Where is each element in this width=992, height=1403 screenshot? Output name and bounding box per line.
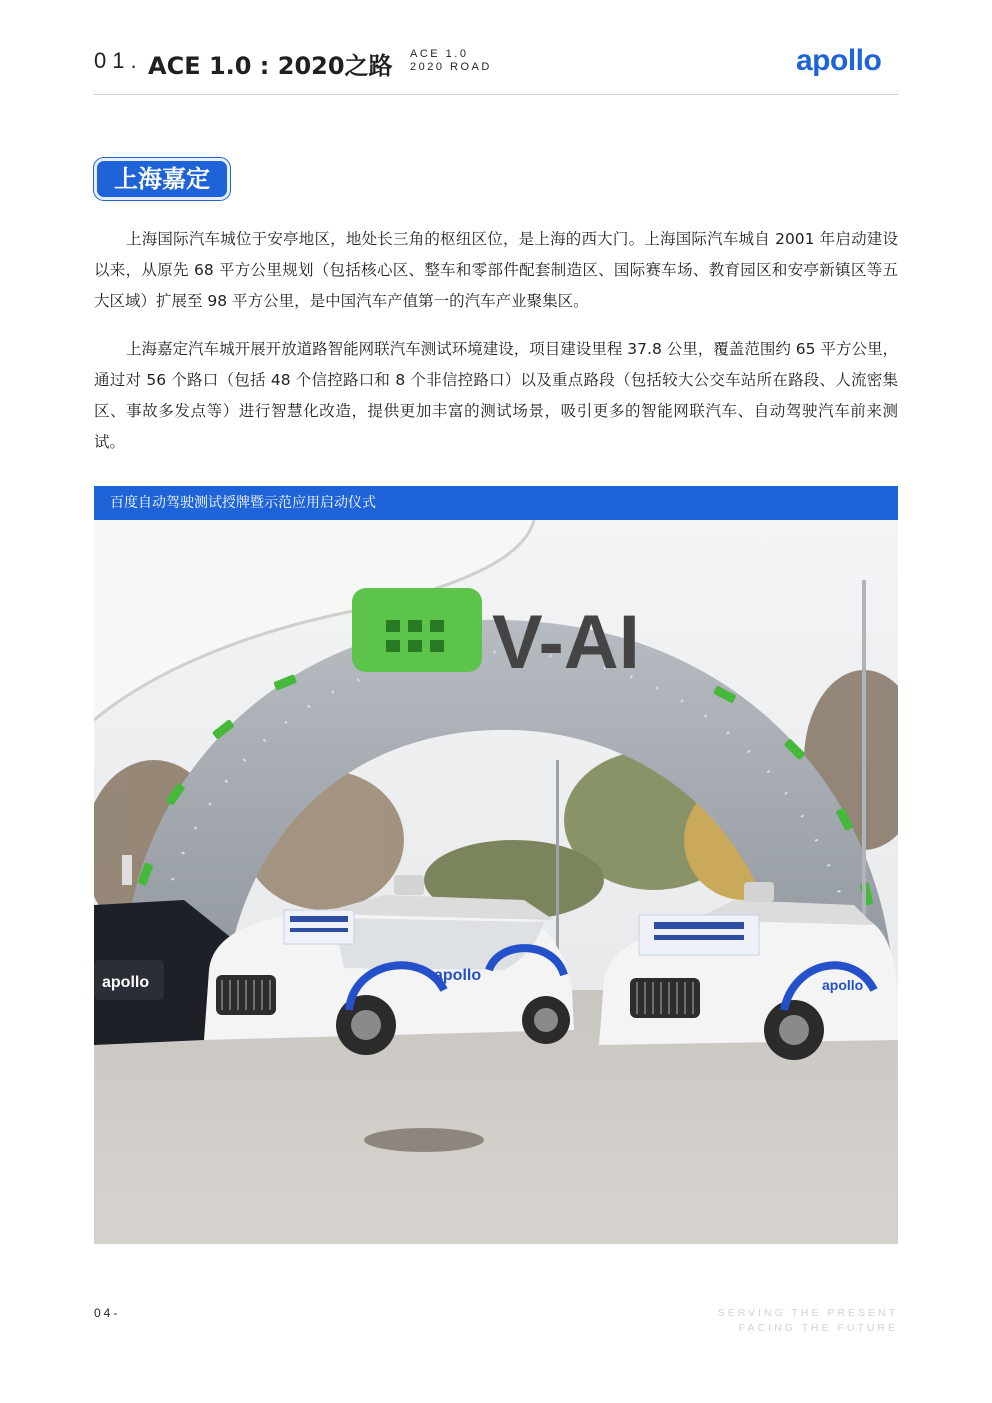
svg-text:apollo: apollo xyxy=(796,44,882,77)
chapter-subtitle xyxy=(410,48,492,74)
paragraph-2: 上海嘉定汽车城开展开放道路智能网联汽车测试环境建设，项目建设里程 37.8 公里，覆盖范围约 65 平方公里，通过对 56 个路口（包括 48 个信控路口和 8 个非信控路口）以及重点路段（包括较大公交车站所在路段、人流密集区、事故多发点等）进行智慧化改造，提供更加丰富的测试场景，吸引更多的智能网联汽车、自动驾驶汽车前来测试。 xyxy=(94,340,898,451)
svg-text:apollo: apollo xyxy=(434,967,482,984)
footer-tagline xyxy=(718,1306,898,1336)
section-title: 上海嘉定 xyxy=(94,158,230,200)
header-divider xyxy=(94,94,898,95)
chapter-title: ACE 1.0 : 2020之路 xyxy=(148,52,393,80)
arch-sign xyxy=(352,588,640,685)
subtitle-line-2: 2020 ROAD xyxy=(410,61,492,73)
apollo-logo-icon xyxy=(796,44,898,78)
page-number: 04- xyxy=(94,1306,121,1320)
tagline-line-1: SERVING THE PRESENT xyxy=(717,1307,898,1319)
subtitle-line-1: ACE 1.0 xyxy=(410,48,469,60)
paragraph-1: 上海国际汽车城位于安亭地区，地处长三角的枢纽区位，是上海的西大门。上海国际汽车城自 2001 年启动建设以来，从原先 68 平方公里规划（包括核心区、整车和零部件配套制造区、国际赛车场、教育园区和安亭新镇区等五大区域）扩展至 98 平方公里，是中国汽车产值第一的汽车产业聚集区。 xyxy=(94,230,898,310)
svg-text:V-AI: V-AI xyxy=(492,600,640,685)
svg-text:apollo: apollo xyxy=(822,977,864,993)
tagline-line-2: FACING THE FUTURE xyxy=(738,1322,898,1334)
photo-caption: 百度自动驾驶测试授牌暨示范应用启动仪式 xyxy=(94,486,898,520)
chapter-number: 01. xyxy=(94,48,143,73)
apollo-logo xyxy=(796,44,898,78)
event-photo xyxy=(94,520,898,1244)
svg-text:apollo: apollo xyxy=(102,974,150,991)
event-photo-illustration xyxy=(94,520,898,1244)
